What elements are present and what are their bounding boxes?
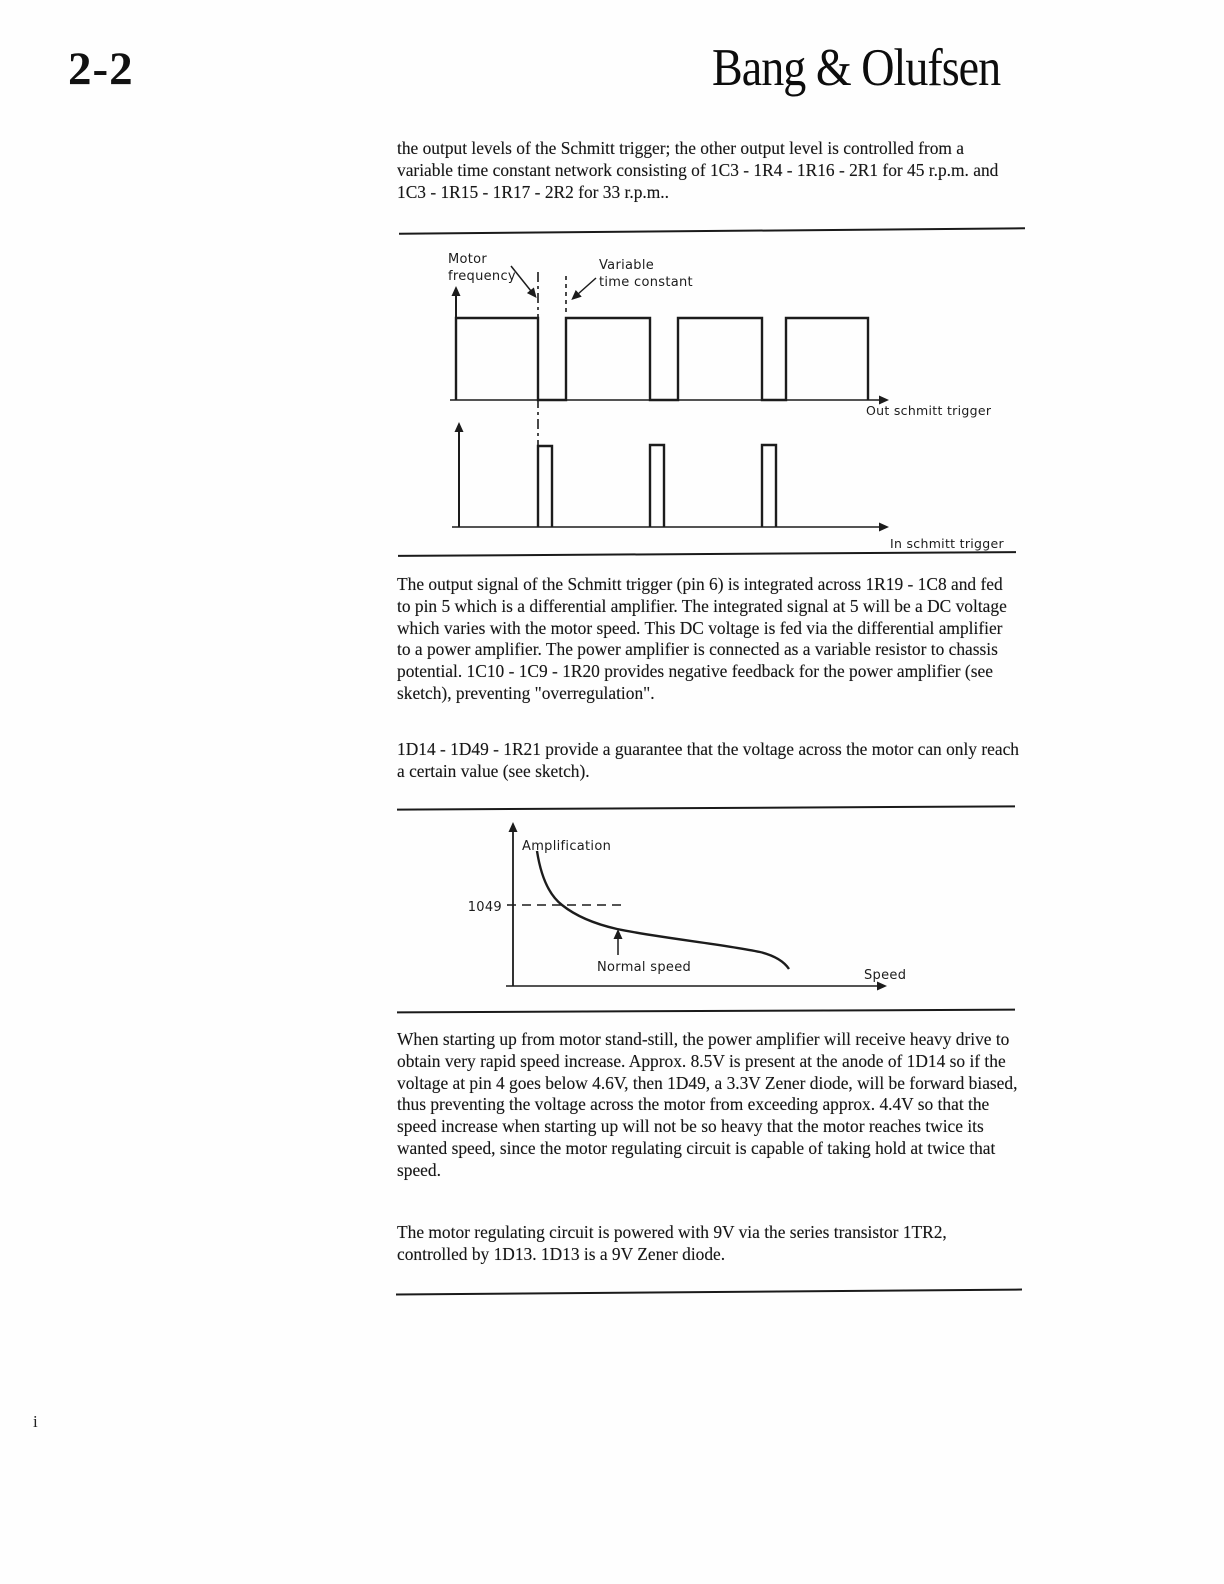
amplification-curve xyxy=(537,851,789,969)
threshold-label: 1049 xyxy=(467,900,502,915)
figure-top-rule xyxy=(399,227,1025,235)
pulse-train xyxy=(538,445,776,527)
paragraph-power-supply: The motor regulating circuit is powered with 9V via the series transistor 1TR2, controlled by 1D13. 1D13 is a 9V Zener diode. xyxy=(397,1222,947,1264)
normal-speed-annotation xyxy=(597,938,691,975)
out-schmitt-trigger-plot xyxy=(450,295,992,418)
paragraph-startup: When starting up from motor stand-still, the power amplifier will receive heavy drive to obtain very rapid speed increase. Approx. 8.5V is present at the anode of 1D14 so if the voltage at pin 4 goes below 4.6V, then 1D49, a 3.3V Zener diode, will be forward biased, thus preventing the voltage across the motor from exceeding approx. 4.4V so that the speed increase when starting up will not be so heavy that the motor reaches twice its wanted speed, since the motor regulating circuit is capable of taking hold at twice that speed. xyxy=(397,1029,1018,1180)
variable-time-label-line1: Variable xyxy=(599,258,655,273)
motor-frequency-label-line1: Motor xyxy=(448,252,488,267)
square-wave xyxy=(456,318,868,400)
in-axis-label: In schmitt trigger xyxy=(890,536,1004,551)
paragraph-schmitt-output: The output signal of the Schmitt trigger (pin 6) is integrated across 1R19 - 1C8 and fed to pin 5 which is a differential amplifier. The integrated signal at 5 will be a DC voltage which varies with the motor speed. This DC voltage is fed via the differential amplifier to a power amplifier. The power amplifier is connected as a variable resistor to chassis potential. 1C10 - 1C9 - 1R20 provides negative feedback for the power amplifier (see sketch), preventing "overregulation". xyxy=(397,574,1007,703)
scan-artifact-mark: i xyxy=(33,1412,38,1431)
paragraph-intro: the output levels of the Schmitt trigger; the other output level is controlled from a variable time constant network consisting of 1C3 - 1R4 - 1R16 - 2R1 for 45 r.p.m. and 1C3 - 1R15 - 1R17 - 2R2 for 33 r.p.m.. xyxy=(397,138,999,202)
paragraph-voltage-guarantee: 1D14 - 1D49 - 1R21 provide a guarantee that the voltage across the motor can only reach a certain value (see sketch). xyxy=(397,739,1019,781)
out-axis-label: Out schmitt trigger xyxy=(866,403,992,418)
variable-time-label-line2: time constant xyxy=(599,275,693,290)
variable-time-arrow-icon xyxy=(578,278,596,294)
sketch-top-rule xyxy=(397,805,1015,811)
normal-speed-label: Normal speed xyxy=(597,960,692,975)
speed-axis-label: Speed xyxy=(864,968,907,983)
motor-frequency-label-line2: frequency xyxy=(448,269,516,284)
amplification-axis-label: Amplification xyxy=(522,839,612,854)
motor-frequency-annotation xyxy=(448,252,531,291)
brand-logo: Bang & Olufsen xyxy=(712,39,1001,98)
amplification-speed-figure xyxy=(395,812,1023,1012)
in-schmitt-trigger-plot xyxy=(452,431,1004,551)
page-number: 2-2 xyxy=(68,43,134,95)
page-bottom-rule xyxy=(396,1289,1022,1296)
variable-time-constant-annotation xyxy=(578,258,693,294)
schmitt-trigger-waveform-figure xyxy=(395,238,1027,556)
